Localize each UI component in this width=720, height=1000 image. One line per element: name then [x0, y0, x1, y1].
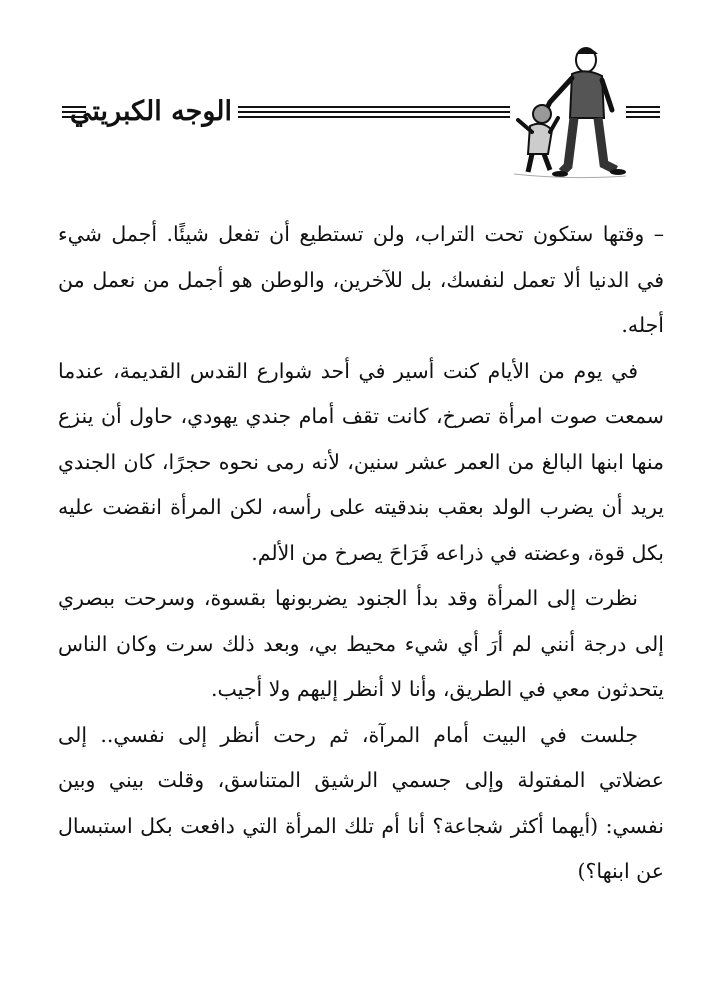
chapter-header — [0, 40, 720, 190]
paragraph-2: في يوم من الأيام كنت أسير في أحد شوارع القدس القديمة، عندما سمعت صوت امرأة تصرخ، كانت تقف أمام جندي يهودي، حاول أن ينزع منها ابنها البالغ من العمر عشر سنين، لأنه رمى نحوه حجرًا، كان الجندي يريد أن يضرب الولد بعقب بندقيته على رأسه، لكن المرأة انقضت عليه بكل قوة، وعضته في ذراعه فَرَاحَ يصرخ من الألم. — [58, 358, 664, 565]
paragraph-1: – وقتها ستكون تحت التراب، ولن تستطيع أن تفعل شيئًا. أجمل شيء في الدنيا ألا تعمل لنفسك، بل للآخرين، والوطن هو أجمل من نعمل من أجله. — [58, 222, 664, 337]
decorative-rule-middle — [238, 106, 510, 120]
paragraph-3: نظرت إلى المرأة وقد بدأ الجنود يضربونها بقسوة، وسرحت ببصري إلى درجة أنني لم أرَ أي شيء محيط بي، وبعد ذلك سرت وكان الناس يتحدثون معي في الطريق، وأنا لا أنظر إليهم ولا أجيب. — [58, 586, 664, 701]
chapter-title: الوجه الكبريتي — [69, 96, 232, 127]
paragraph-4: جلست في البيت أمام المرآة، ثم رحت أنظر إلى نفسي.. إلى عضلاتي المفتولة وإلى جسمي الرشيق المتناسق، وقلت بيني وبين نفسي: (أيهما أكثر شجاعة؟ أنا أم تلك المرأة التي دافعت بكل استبسال عن ابنها؟) — [58, 722, 664, 883]
decorative-rule-right — [626, 106, 660, 120]
father-child-illustration — [508, 40, 630, 180]
body-text — [58, 212, 664, 895]
